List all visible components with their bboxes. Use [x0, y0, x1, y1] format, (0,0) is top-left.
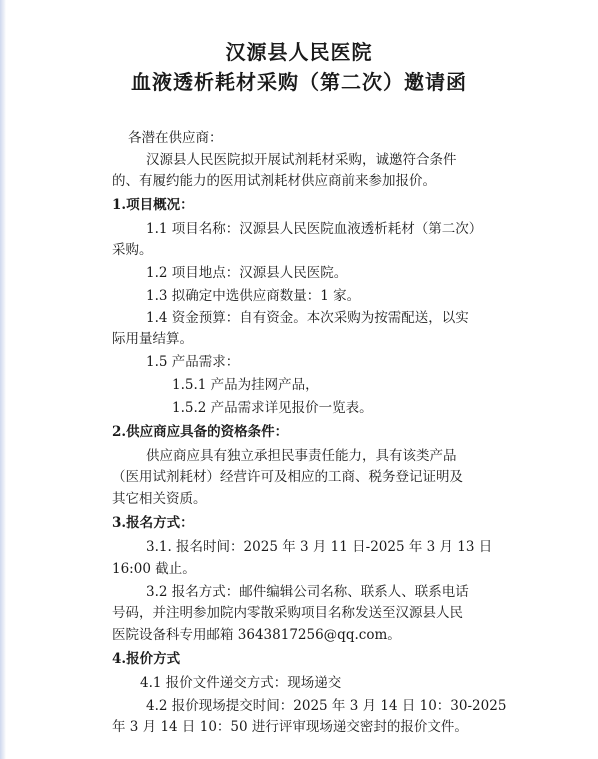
qualifications-line-2: （医用试剂耗材）经营许可及相应的工商、税务登记证明及 [112, 469, 463, 485]
registration-method-line-2: 号码，并注明参加院内零散采购项目名称发送至汉源县人民 [112, 605, 463, 621]
budget-line-1: 1.4 资金预算：自有资金。本次采购为按需配送，以实 [146, 310, 469, 326]
registration-time-line-1: 3.1. 报名时间：2025 年 3 月 11 日-2025 年 3 月 13 日 [146, 539, 493, 555]
registration-method-line-1: 3.2 报名方式：邮件编辑公司名称、联系人、联系电话 [146, 584, 469, 600]
section-heading-project-overview: 1.项目概况： [112, 197, 194, 213]
quotation-submission-method: 4.1 报价文件递交方式：现场递交 [140, 675, 342, 691]
registration-time-line-2: 16:00 截止。 [112, 561, 196, 577]
quotation-submission-time-line-1: 4.2 报价现场提交时间：2025 年 3 月 14 日 10：30-2025 [146, 698, 507, 714]
page-edge-shadow [0, 0, 6, 759]
salutation: 各潜在供应商： [128, 130, 223, 146]
registration-method-line-3: 医院设备科专用邮箱 3643817256@qq.com。 [112, 627, 401, 643]
product-requirement-2: 1.5.2 产品需求详见报价一览表。 [172, 400, 373, 416]
quotation-submission-time-line-2: 年 3 月 14 日 10：50 进行评审现场递交密封的报价文件。 [112, 719, 468, 735]
qualifications-line-1: 供应商应具有独立承担民事责任能力，具有该类产品 [146, 448, 457, 464]
project-name-line-1: 1.1 项目名称：汉源县人民医院血液透析耗材（第二次） [146, 221, 483, 237]
section-heading-qualifications: 2.供应商应具备的资格条件： [112, 424, 289, 440]
product-requirement-1: 1.5.1 产品为挂网产品， [172, 377, 319, 393]
qualifications-line-3: 其它相关资质。 [112, 491, 207, 507]
section-heading-registration: 3.报名方式： [112, 515, 194, 531]
budget-line-2: 际用量结算。 [112, 331, 193, 347]
section-heading-quotation: 4.报价方式 [112, 651, 181, 667]
project-name-line-2: 采购。 [112, 242, 153, 258]
project-location: 1.2 项目地点：汉源县人民医院。 [146, 265, 348, 281]
supplier-count: 1.3 拟确定中选供应商数量：1 家。 [146, 288, 361, 304]
intro-paragraph-line-2: 的、有履约能力的医用试剂耗材供应商前来参加报价。 [112, 173, 436, 189]
product-requirements: 1.5 产品需求： [146, 354, 240, 370]
intro-paragraph-line-1: 汉源县人民医院拟开展试剂耗材采购，诚邀符合条件 [146, 152, 457, 168]
document-title-hospital: 汉源县人民医院 [225, 40, 373, 64]
document-title-invitation: 血液透析耗材采购（第二次）邀请函 [131, 70, 467, 94]
